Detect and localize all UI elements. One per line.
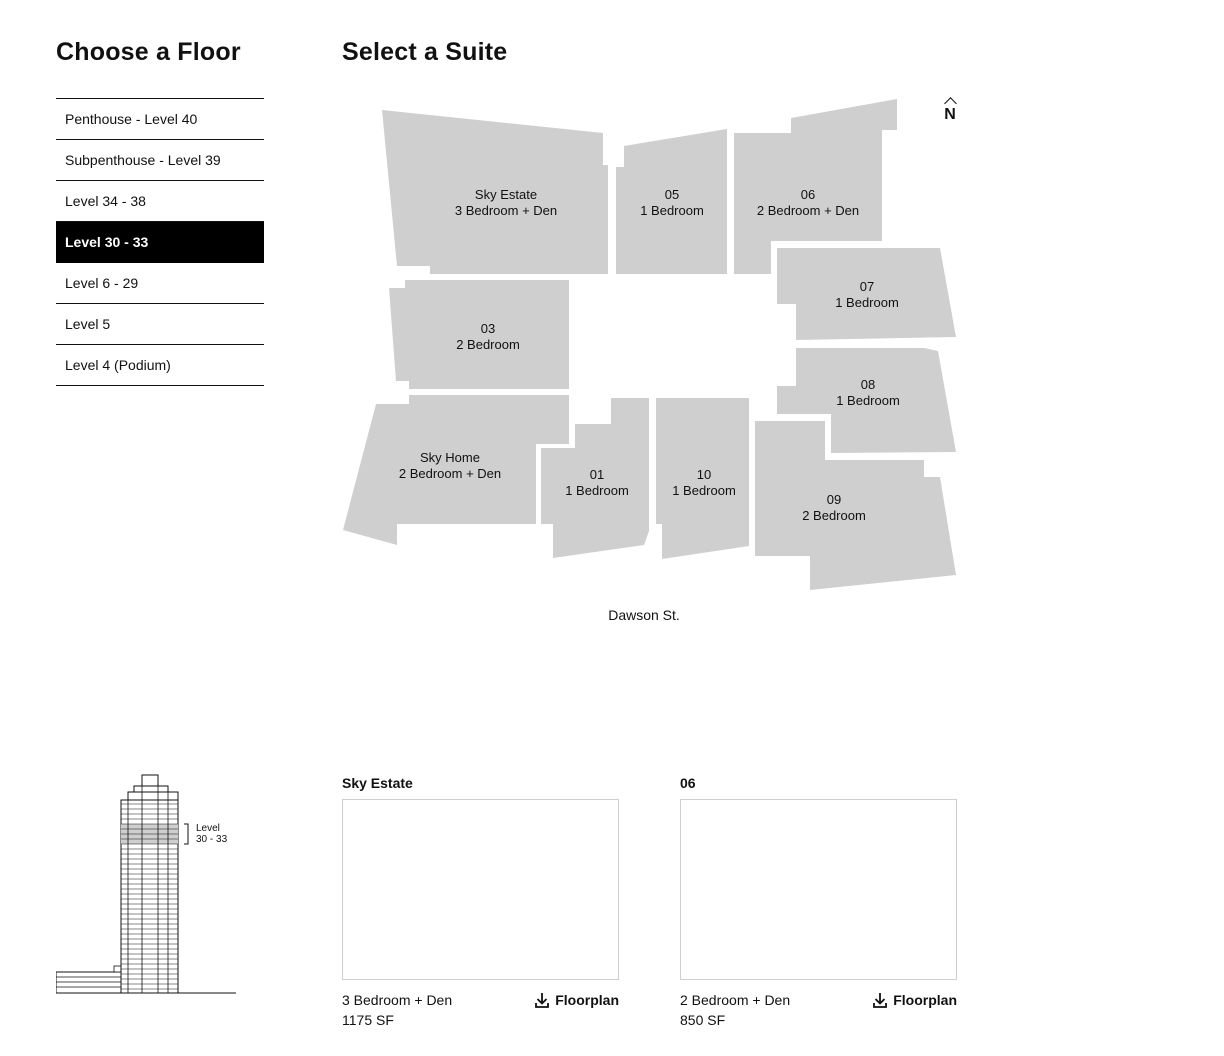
floorplan-download-link[interactable]: Floorplan — [535, 990, 619, 1030]
floor-item-penthouse[interactable]: Penthouse - Level 40 — [56, 99, 264, 140]
suite-sky-home[interactable] — [343, 395, 569, 545]
suite-type: 2 Bedroom + Den — [680, 992, 791, 1008]
suite-07[interactable] — [777, 248, 956, 340]
building-elevation — [56, 770, 238, 1001]
level-range-label: Level 30 - 33 — [196, 823, 228, 845]
suite-10[interactable] — [656, 398, 749, 559]
download-icon — [535, 992, 549, 1008]
suite-area: 850 SF — [680, 1012, 726, 1028]
suite-card-title: 06 — [680, 775, 696, 791]
floorplan-preview[interactable] — [342, 799, 619, 980]
floor-list — [56, 98, 264, 386]
floor-item-level-4-podium[interactable]: Level 4 (Podium) — [56, 345, 264, 386]
download-icon — [873, 992, 887, 1008]
suite-sky-estate[interactable] — [382, 110, 608, 274]
suite-label-05: 05 1 Bedroom — [640, 187, 704, 218]
floor-item-level-5[interactable]: Level 5 — [56, 304, 264, 345]
suite-03[interactable] — [389, 280, 569, 389]
suite-label-10: 10 1 Bedroom — [672, 467, 736, 498]
suite-label-08: 08 1 Bedroom — [836, 377, 900, 408]
floor-item-level-30-33[interactable]: Level 30 - 33 — [56, 222, 264, 263]
suite-card-sky-estate[interactable] — [342, 775, 619, 1030]
suite-label-sky-estate: Sky Estate 3 Bedroom + Den — [454, 187, 558, 218]
suite-label-09: 09 2 Bedroom — [802, 492, 866, 523]
building-elevation-icon — [56, 770, 238, 996]
suite-type: 3 Bedroom + Den — [342, 992, 453, 1008]
select-suite-heading: Select a Suite — [342, 38, 508, 66]
floorplan-download-link[interactable]: Floorplan — [873, 990, 957, 1030]
north-arrow-icon: N — [942, 96, 958, 124]
suite-label-03: 03 2 Bedroom — [456, 321, 520, 352]
suite-card-06[interactable] — [680, 775, 957, 1030]
street-label: Dawson St. — [608, 607, 680, 623]
floor-item-level-34-38[interactable]: Level 34 - 38 — [56, 181, 264, 222]
suite-label-sky-home: Sky Home 2 Bedroom + Den — [398, 450, 502, 481]
floorplan-preview[interactable] — [680, 799, 957, 980]
floor-item-level-6-29[interactable]: Level 6 - 29 — [56, 263, 264, 304]
suite-card-title: Sky Estate — [342, 775, 413, 791]
suite-label-06: 06 2 Bedroom + Den — [756, 187, 860, 218]
suite-area: 1175 SF — [342, 1012, 394, 1028]
suite-label-07: 07 1 Bedroom — [835, 279, 899, 310]
floor-item-subpenthouse[interactable]: Subpenthouse - Level 39 — [56, 140, 264, 181]
choose-floor-heading: Choose a Floor — [56, 38, 241, 66]
suite-label-01: 01 1 Bedroom — [565, 467, 629, 498]
suite-05[interactable] — [616, 129, 727, 274]
